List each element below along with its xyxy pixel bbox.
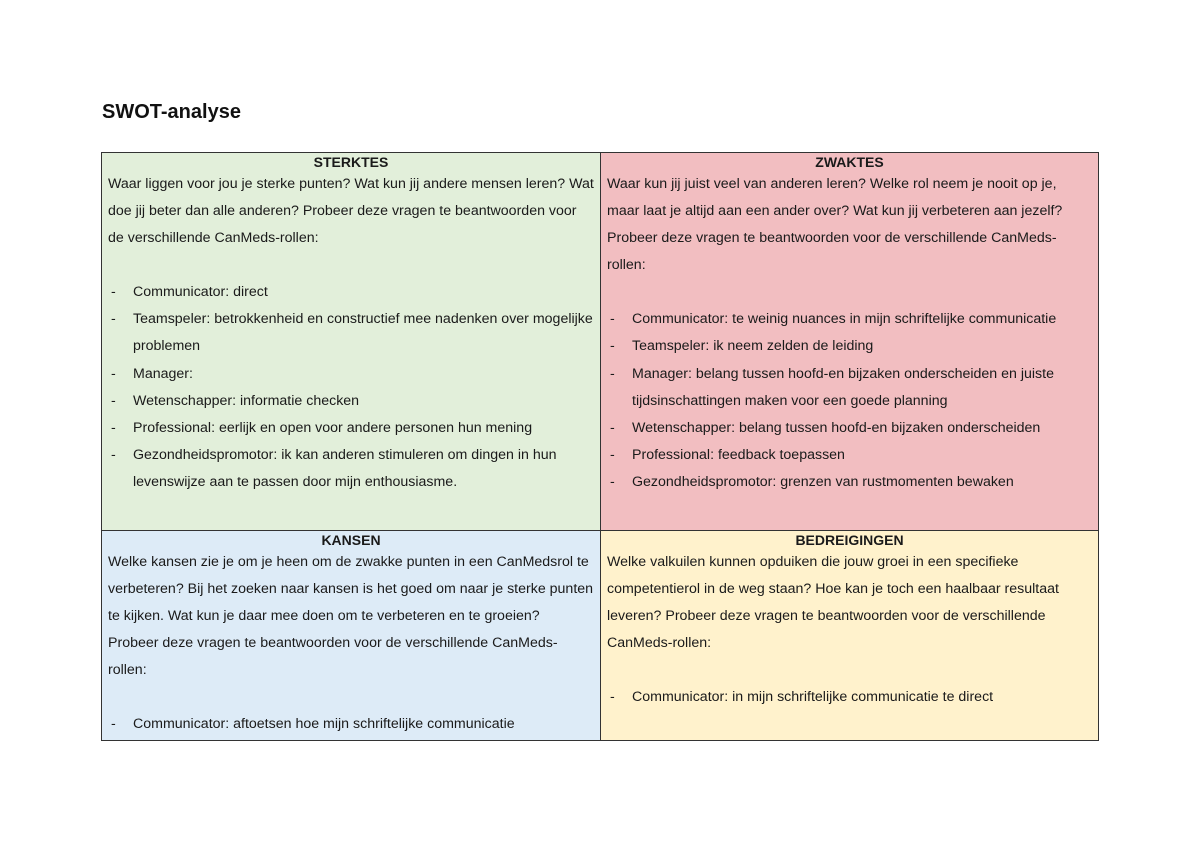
bullet-dash: - — [610, 338, 615, 355]
bullet-dash: - — [111, 716, 116, 733]
weaknesses-cell — [601, 153, 1098, 531]
list-item-text: Communicator: direct — [133, 284, 268, 301]
strengths-heading: STERKTES — [313, 154, 389, 170]
bullet-dash: - — [111, 311, 116, 328]
bullet-dash: - — [111, 365, 116, 382]
bullet-dash: - — [610, 419, 615, 436]
list-item — [607, 684, 1092, 711]
list-item-text: Manager: belang tussen hoofd-en bijzaken onderscheiden en juiste tijdsinschattingen maken voor een goede planning — [632, 365, 1054, 409]
list-item — [108, 361, 594, 388]
list-item — [108, 279, 594, 306]
bullet-dash: - — [610, 446, 615, 463]
list-item — [108, 306, 594, 360]
threats-list — [607, 684, 1092, 711]
swot-table — [101, 152, 1099, 741]
list-item-text: Manager: — [133, 365, 193, 382]
bullet-dash: - — [610, 473, 615, 490]
threats-heading: BEDREIGINGEN — [795, 532, 904, 548]
page-title: SWOT-analyse — [102, 101, 241, 123]
weaknesses-intro: Waar kun jij juist veel van anderen leren? Welke rol neem je nooit op je, maar laat je altijd aan een ander over? Wat kun jij verbeteren aan jezelf? Probeer deze vragen te beantwoorden voor de verschillende CanMeds-rollen: — [607, 176, 1063, 274]
list-item-text: Communicator: te weinig nuances in mijn schriftelijke communicatie — [632, 311, 1057, 328]
bullet-dash: - — [111, 392, 116, 409]
strengths-intro: Waar liggen voor jou je sterke punten? Wat kun jij andere mensen leren? Wat doe jij beter dan alle anderen? Probeer deze vragen te beantwoorden voor de verschillende CanMeds-rollen: — [108, 176, 594, 247]
list-item — [108, 442, 594, 496]
strengths-cell — [102, 153, 601, 531]
list-item — [108, 388, 594, 415]
bullet-dash: - — [610, 311, 615, 328]
list-item-text: Gezondheidspromotor: grenzen van rustmomenten bewaken — [632, 473, 1014, 490]
strengths-list — [108, 279, 594, 496]
list-item — [607, 361, 1092, 415]
list-item — [607, 306, 1092, 333]
bullet-dash: - — [111, 419, 116, 436]
list-item-text: Teamspeler: ik neem zelden de leiding — [632, 338, 874, 355]
bullet-dash: - — [111, 446, 116, 463]
weaknesses-list — [607, 306, 1092, 496]
bullet-dash: - — [610, 689, 615, 706]
threats-cell — [601, 531, 1098, 740]
list-item-text: Teamspeler: betrokkenheid en constructief mee nadenken over mogelijke problemen — [133, 311, 593, 355]
list-item-text: Wetenschapper: informatie checken — [133, 392, 360, 409]
opportunities-cell — [102, 531, 601, 740]
list-item — [607, 442, 1092, 469]
weaknesses-heading: ZWAKTES — [815, 154, 884, 170]
list-item — [607, 469, 1092, 496]
opportunities-intro: Welke kansen zie je om je heen om de zwakke punten in een CanMedsrol te verbeteren? Bij het zoeken naar kansen is het goed om naar je sterke punten te kijken. Wat kun je daar mee doen om te verbeteren en te groeien? Probeer deze vragen te beantwoorden voor de verschillende CanMeds-rollen: — [108, 554, 594, 679]
threats-intro: Welke valkuilen kunnen opduiken die jouw groei in een specifieke competentierol in de weg staan? Hoe kan je toch een haalbaar resultaat leveren? Probeer deze vragen te beantwoorden voor de verschillende CanMeds-rollen: — [607, 554, 1059, 652]
opportunities-spacer — [108, 684, 594, 711]
strengths-spacer — [108, 252, 594, 279]
bullet-dash: - — [610, 365, 615, 382]
weaknesses-spacer — [607, 279, 1092, 306]
list-item-text: Wetenschapper: belang tussen hoofd-en bijzaken onderscheiden — [632, 419, 1041, 436]
bullet-dash: - — [111, 284, 116, 301]
list-item-text: Gezondheidspromotor: ik kan anderen stimuleren om dingen in hun levenswijze aan te passen door mijn enthousiasme. — [133, 446, 557, 490]
opportunities-list — [108, 711, 594, 738]
list-item-text: Communicator: aftoetsen hoe mijn schriftelijke communicatie — [133, 716, 515, 733]
list-item — [108, 711, 594, 738]
list-item-text: Communicator: in mijn schriftelijke communicatie te direct — [632, 689, 994, 706]
list-item-text: Professional: eerlijk en open voor andere personen hun mening — [133, 419, 533, 436]
list-item — [607, 415, 1092, 442]
list-item-text: Professional: feedback toepassen — [632, 446, 845, 463]
threats-spacer — [607, 657, 1092, 684]
opportunities-heading: KANSEN — [321, 532, 381, 548]
list-item — [108, 415, 594, 442]
list-item — [607, 333, 1092, 360]
